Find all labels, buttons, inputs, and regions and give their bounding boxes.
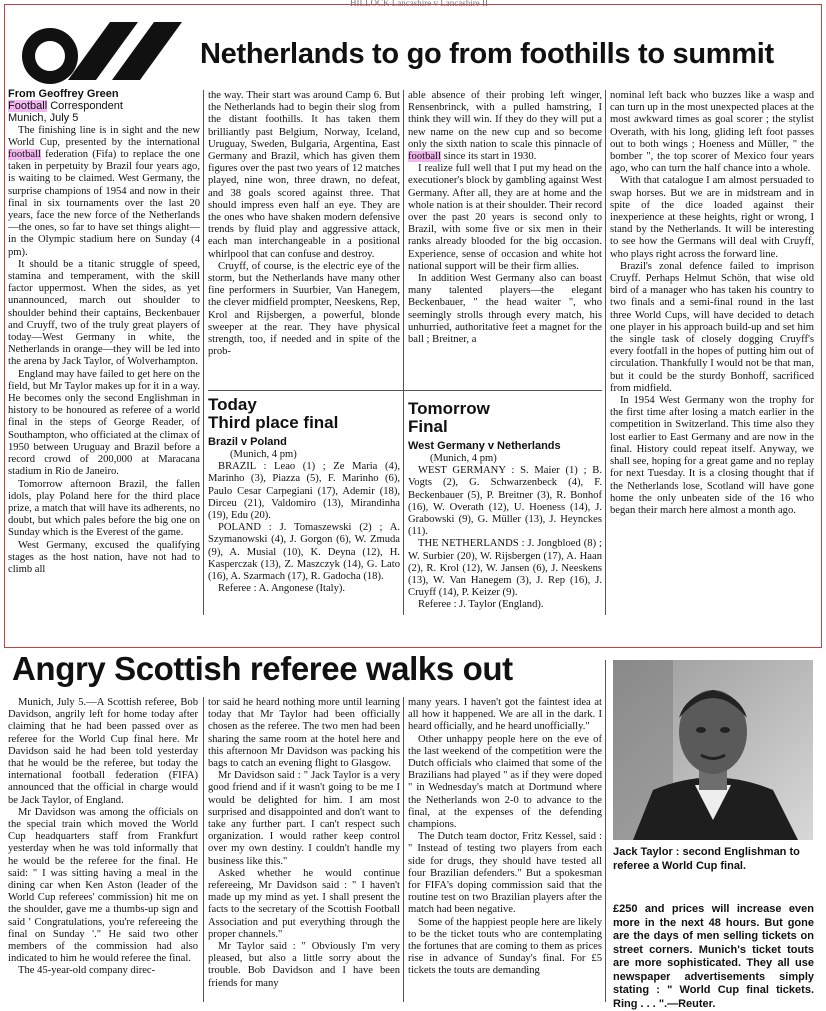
story2-paragraph: Munich, July 5.—A Scottish referee, Bob Davidson, angrily left for home today after claiming that he had been passed over as referee for the World Cup final here. Mr Davidson said he had been told yesterday that he would be the referee, but today the international football federation (FIFA) announced that the official in charge would be Jack Taylor, of England. xyxy=(8,697,198,806)
photo-caption: Jack Taylor : second Englishman to referee a World Cup final. xyxy=(613,846,800,872)
story2-column-2 xyxy=(208,697,400,1002)
col3-highlight: football xyxy=(408,151,441,163)
fixture-tomorrow-match: West Germany v Netherlands xyxy=(408,440,561,452)
fixture-today-time: (Munich, 4 pm) xyxy=(230,449,297,460)
story1-headline: Netherlands to go from foothills to summit xyxy=(200,38,774,70)
fixture-today-subtitle: Third place final xyxy=(208,413,339,432)
story2-paragraph: The Dutch team doctor, Fritz Kessel, said : " Instead of testing two players from each side for drugs, they should have tested all four Brazilian defenders." But a spokesman for FIFA's doping commission said that the routine test on two Brazilian players after the match had been negative. xyxy=(408,831,602,916)
fixture-today-referee: Referee : A. Angonese (Italy). xyxy=(218,583,346,595)
story2-column-3 xyxy=(408,697,602,1002)
column-rule xyxy=(605,90,606,615)
story1-paragraph: It should be a titanic struggle of speed, stamina and temperament, with the skill factor uppermost. When the sides, as yet unannounced, march out shoulder to shoulder behind their captains, Beckenbauer and Cruyff, two of the truly great players of today—West Germany in white, the Netherlands in orange—they will be led into the arena by Jack Taylor, of Wolverhampton. xyxy=(8,258,200,368)
story1-column-3 xyxy=(408,90,602,388)
story1-paragraph: With that catalogue I am almost persuaded to swap horses. But we are in midstream and in spite of the dice loaded against their inexperience at these heights, right or wrong, I stand by the Netherlands. It will be interesting to see how the Germans will deal with Cruyff, who plays right across the forward line. xyxy=(610,175,814,260)
top-strip-text: HILLOCK Lancashire v Lancashire II xyxy=(350,0,488,8)
story1-paragraph xyxy=(408,90,602,163)
story1-column-2 xyxy=(208,90,400,388)
fixture-tomorrow-referee: Referee : J. Taylor (England). xyxy=(418,599,544,611)
story2-paragraph: many years. I haven't got the faintest idea at all how it happened. We are all in the dark. I heard officially, and he heard unofficially." xyxy=(408,697,602,733)
story2-paragraph: Mr Taylor said : " Obviously I'm very pleased, but also a little sorry about the trouble. Bob Davidson and I have been friends for many xyxy=(208,941,400,989)
byline-role: Correspondent xyxy=(47,100,123,113)
story2-paragraph: Other unhappy people here on the eve of the last weekend of the competition were the Dutch officials who claimed that some of the Brazilians had played " as if they were doped " in Wednesday's match at Dortmund where the Netherlands won 2-0 to advance to the final, at the expenses of the defending champions. xyxy=(408,733,602,831)
story1-paragraph: Tomorrow afternoon Brazil, the fallen idols, play Poland here for the third place prize, a match that will have its adherents, no doubt, but which pales before the big one on Sunday which is the Everest of the game. xyxy=(8,478,200,539)
fixture-tomorrow-subtitle: Final xyxy=(408,417,448,436)
lead-text-highlight: football xyxy=(8,149,41,161)
fixture-tomorrow-germany: WEST GERMANY : S. Maier (1) ; B. Vogts (2), G. Schwarzenbeck (4), F. Beckenbauer (5), P. Breitner (3), R. Bonhof (16), W. Overath (12), U. Hoeness (14), J. Grabowski (9), G. Müller (13), J. Heynckes (11). xyxy=(408,465,602,538)
byline-from: From Geoffrey Green xyxy=(8,88,119,100)
story2-paragraph: Some of the happiest people here are likely to be the ticket touts who are contemplating the fortunes that are coming to them as prices rise in advance of Sunday's final. For £5 tickets the touts are demanding xyxy=(408,916,602,977)
fixture-today-match: Brazil v Poland xyxy=(208,436,287,448)
fixture-today-title: Today xyxy=(208,395,257,414)
story1-column-1 xyxy=(8,88,200,614)
story2-paragraph: £250 and prices will increase even more in the next 48 hours. But gone are the days of men selling tickets on street corners. Munich's ticket touts are more sophisticated. They all use newspaper advertisements simply stating : " World Cup final tickets. Ring . . . ".—Reuter. xyxy=(613,903,814,1010)
fixture-today xyxy=(208,396,400,616)
fixture-tomorrow-netherlands: THE NETHERLANDS : J. Jongbloed (8) ; W. Surbier (20), W. Rijsbergen (17), A. Haan (2), R. Krol (12), W. Jansen (6), J. Neeskens (13), W. Van Hanegem (3), J. Rep (16), J. Cruyff (14), P. Keizer (9). xyxy=(408,538,602,599)
story1-paragraph: In addition West Germany also can boast many talented players—the elegant Beckenbauer, " the head waiter ", who seemingly strolls through every match, his unhurried, authoritative feet a magnet for the ball ; Breitner, a xyxy=(408,273,602,346)
fixture-tomorrow xyxy=(408,400,602,616)
column-rule xyxy=(605,660,606,1002)
story1-paragraph: In 1954 West Germany won the trophy for the first time after losing a match earlier in the competition in Switzerland. This time also they lost earlier to East Germany and are now in the final. History could repeat itself. Anyway, we shall see, hoping for a great game and no replay for next Tuesday. It is a closing thought that if the Netherlands lose, Scotland will have gone home the only unbeaten side of the 16 who began their march here almost a month ago. xyxy=(610,395,814,516)
story1-paragraph: the way. Their start was around Camp 6. But the Netherlands had to begin their slog from the distant foothills. It has taken them brilliantly past Belgium, Norway, Iceland, Uruguay, Sweden, Bulgaria, Argentina, East Germany and Brazil, which has given them figures over the past two years of 12 matches played, nine won, three drawn, no defeat, and 38 goals scored against three. That should impress even half an eye. They are the ones who have shaken modern defensive trends by fluid play and aggressive attack, each man interchangeable in a positional whirlpool that can confuse and destroy. xyxy=(208,90,400,260)
world-cup-logo-icon xyxy=(10,10,188,86)
story1-paragraph: Cruyff, of course, is the electric eye of the storm, but the Netherlands have many other fine performers in Suurbier, Van Hanegem, the clever midfield prompter, Neeskens, Rep, Krol and Rijsbergen, a powerful, blonde sweeper at the rear. They have physical strength, too, if needed and in spite of the prob- xyxy=(208,260,400,358)
story1-column-4 xyxy=(610,90,814,615)
story2-headline: Angry Scottish referee walks out xyxy=(12,650,513,687)
byline-role-highlight: Football xyxy=(8,100,48,113)
story2-paragraph: Mr Davidson was among the officials on the special train which moved the World Cup headquarters staff from Frankfurt yesterday when he was told informally that he would be the referee for the final. He said: " I was sitting having a meal in the dining car when Ken Aston (leader of the World Cup referees' commission) hit me on the shoulder, gave me a thumbs-up sign and said ' Congratulations, you're refereeing the final on Sunday '." He said two other members of the commission had also indicated to him he would referee the final. xyxy=(8,806,198,965)
story1-lead-paragraph xyxy=(8,125,200,259)
fixture-today-poland: POLAND : J. Tomaszewski (2) ; A. Szymanowski (4), J. Gorgon (6), W. Zmuda (9), A. Musial (10), K. Deyna (12), H. Kasperczak (13), Z. Maszczyk (14), G. Lato (16), A. Szarmach (17), R. Gadocha (18). xyxy=(208,522,400,583)
byline-dateline: Munich, July 5 xyxy=(8,112,79,125)
story1-paragraph: Brazil's zonal defence failed to imprison Cruyff. Perhaps Helmut Schön, that wise old bird of a manager who has taken his country to two finals and a semi-final round in the last three World Cups, will have decided to detach one player in his approach build-up and set him the single task of closely dogging Cruyff's every footfall in the hopes of putting him out of circulation. Thankfully I would not be that man, but it could be the sturdy Bonhoff, sacrificed from midfield. xyxy=(610,260,814,394)
col3-text-end: since its start in 1930. xyxy=(440,151,537,163)
fixture-today-brazil: BRAZIL : Leao (1) ; Ze Maria (4), Marinho (3), Piazza (5), F. Marinho (6), Paulo Cesar Carpegiani (17), Ademir (18), Dirceu (21), Valdomiro (13), Mirandinha (19), Edu (20). xyxy=(208,461,400,522)
story2-column-4 xyxy=(613,903,814,1010)
column-rule xyxy=(203,697,204,1002)
column-rule xyxy=(403,697,404,1002)
story1-paragraph: nominal left back who buzzes like a wasp and can turn up in the most unexpected places at the most awkward times as goal scorer ; the stylist Overath, with his long, gliding left foot passes out to both wings ; Hoeness and Müller, " the bomber ", the top scorer of Mexico four years ago, who can turn the half chance into a whole. xyxy=(610,90,814,175)
story2-paragraph: tor said he heard nothing more until learning today that Mr Taylor had been officially chosen as the referee. The two men had been sharing the same room at the hotel here and this afternoon Mr Davidson was packing his bags to catch an evening flight to Glasgow. xyxy=(208,697,400,770)
jack-taylor-photo xyxy=(613,660,813,840)
lead-text-b: federation (Fifa) to replace the one taken in perpetuity by Brazil four years ago, is waiting to be claimed. West Germany, the surprise champions of 1954 and now in their final in six tournaments over the last 20 years, face the new force of the Netherlands—the ones, so far to have set things alight—in the Olympic stadium here on Sunday (4 pm). xyxy=(8,149,200,258)
column-rule xyxy=(403,90,404,615)
column-rule xyxy=(203,90,204,615)
story1-paragraph: I realize full well that I put my head on the executioner's block by gambling against West Germany. After all, they are at home and the whole nation is at their shoulder. Their record over the past 20 years is second only to Brazil, with some five or six men in their ranks already blooded for the big occasion. Experience, sense of occasion and white hot national support will be their firm allies. xyxy=(408,163,602,272)
fixtures-top-rule xyxy=(208,390,602,391)
col3-text: able absence of their probing left winger, Rensenbrinck, with a pulled hamstring, I think they will win. If they do they will put a new name on the new cup and so become only the sixth nation to scale this pinnacle of xyxy=(408,90,602,150)
story2-paragraph: Mr Davidson said : " Jack Taylor is a very good friend and if it wasn't going to be me I would be delighted for him. I am most surprised and disappointed and don't want to take any further part. I can't respect such organization. I would rather keep control over my own destiny. I couldn't handle my business like this." xyxy=(208,770,400,867)
story2-paragraph: Asked whether he would continue refereeing, Mr Davidson said : " I haven't made up my mind as yet. I shall present the facts to the secretary of the Scottish Football Association and put everything through the proper channels." xyxy=(208,867,400,940)
story2-paragraph: The 45-year-old company direc- xyxy=(18,965,156,977)
fixture-tomorrow-time: (Munich, 4 pm) xyxy=(430,453,497,464)
lead-text-a: The finishing line is in sight and the new World Cup, presented by the international xyxy=(8,124,200,148)
story2-column-1 xyxy=(8,697,198,1002)
story1-paragraph: West Germany, excused the qualifying stages as the host nation, have not had to climb all xyxy=(8,539,200,575)
story1-paragraph: England may have failed to get here on the field, but Mr Taylor makes up for it in a way. He becomes only the second Englishman in history to be honoured as referee of a world final in the steps of George Reader, of Southampton, who officiated at the climax of 1950 between Uruguay and Brazil before a record crowd of 200,000 at Maracana stadium in Rio de Janeiro. xyxy=(8,368,200,478)
fixture-tomorrow-title: Tomorrow xyxy=(408,399,490,418)
